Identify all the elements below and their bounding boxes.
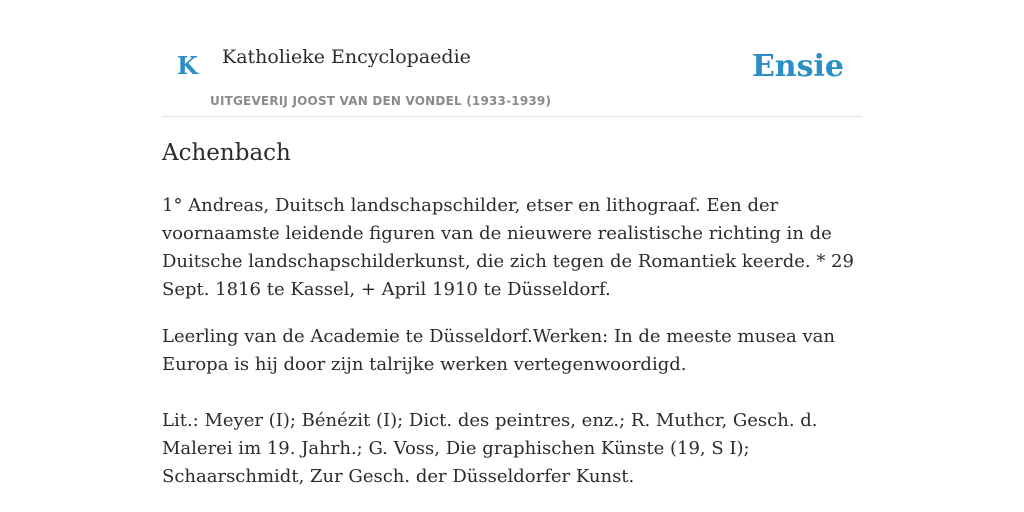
- publisher-label: UITGEVERIJ JOOST VAN DEN VONDEL (1933-1939): [210, 94, 552, 108]
- article-title: Achenbach: [162, 140, 291, 166]
- publication-title[interactable]: Katholieke Encyclopaedie: [222, 46, 471, 68]
- article-paragraph-1: 1° Andreas, Duitsch landschapschilder, etser en lithograaf. Een der voornaamste leidende figuren van de nieuwere realistische richting in de Duitsche landschapschilderkunst, die zich tegen de Romantiek keerde. * 29 Sept. 1816 te Kassel, + April 1910 te Düsseldorf.: [162, 195, 854, 300]
- article-paragraph-2: Leerling van de Academie te Düsseldorf.Werken: In de meeste musea van Europa is hij door zijn talrijke werken vertegenwoordigd.: [162, 326, 835, 375]
- site-header: [162, 0, 862, 117]
- publication-logo-icon[interactable]: K: [177, 51, 198, 80]
- page-container: [162, 0, 862, 487]
- article-literature: Lit.: Meyer (I); Bénézit (I); Dict. des peintres, enz.; R. Muthcr, Gesch. d. Malerei im 19. Jahrh.; G. Voss, Die graphischen Künste (19, S I); Schaarschmidt, Zur Gesch. der Düsseldorfer Kunst.: [162, 410, 818, 487]
- brand-logo[interactable]: Ensie: [751, 49, 844, 84]
